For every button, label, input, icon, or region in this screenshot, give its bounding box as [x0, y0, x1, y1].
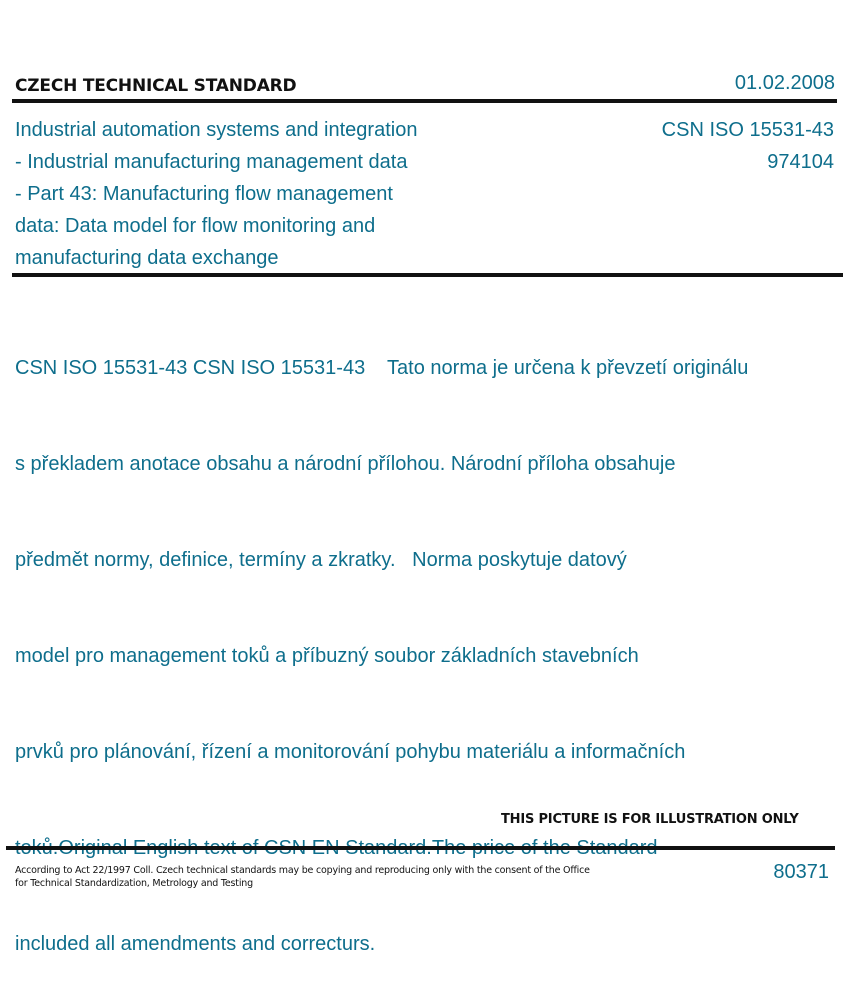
title-line: Industrial automation systems and integration: [15, 119, 418, 141]
abstract-line: předmět normy, definice, termíny a zkratky. Norma poskytuje datový: [15, 549, 627, 571]
document-number: 80371: [773, 861, 829, 883]
illustration-note: THIS PICTURE IS FOR ILLUSTRATION ONLY: [501, 812, 799, 827]
abstract-line: included all amendments and correcturs.: [15, 933, 376, 955]
legal-notice: [15, 864, 615, 890]
legal-line: According to Act 22/1997 Coll. Czech technical standards may be copying and reproducing only with the consent of the Office: [15, 865, 590, 876]
class-number: 974104: [767, 151, 834, 173]
title-line: manufacturing data exchange: [15, 247, 279, 269]
title-line: - Industrial manufacturing management data: [15, 151, 408, 173]
standard-title: [15, 114, 475, 274]
title-line: - Part 43: Manufacturing flow management: [15, 183, 393, 205]
publication-date: 01.02.2008: [734, 72, 835, 94]
header-label: CZECH TECHNICAL STANDARD: [15, 76, 297, 96]
standard-code: CSN ISO 15531-43: [661, 119, 834, 141]
footer-divider: [6, 846, 835, 850]
title-divider: [12, 273, 843, 277]
abstract-line: s překladem anotace obsahu a národní přílohou. Národní příloha obsahuje: [15, 453, 676, 475]
legal-line: for Technical Standardization, Metrology and Testing: [15, 878, 253, 889]
header-divider: [12, 99, 837, 103]
title-line: data: Data model for flow monitoring and: [15, 215, 376, 237]
abstract-line: prvků pro plánování, řízení a monitorování pohybu materiálu a informačních: [15, 741, 686, 763]
abstract-line: CSN ISO 15531-43 CSN ISO 15531-43 Tato norma je určena k převzetí originálu: [15, 357, 749, 379]
standard-codes: [662, 114, 834, 178]
abstract-line: model pro management toků a příbuzný soubor základních stavebních: [15, 645, 639, 667]
